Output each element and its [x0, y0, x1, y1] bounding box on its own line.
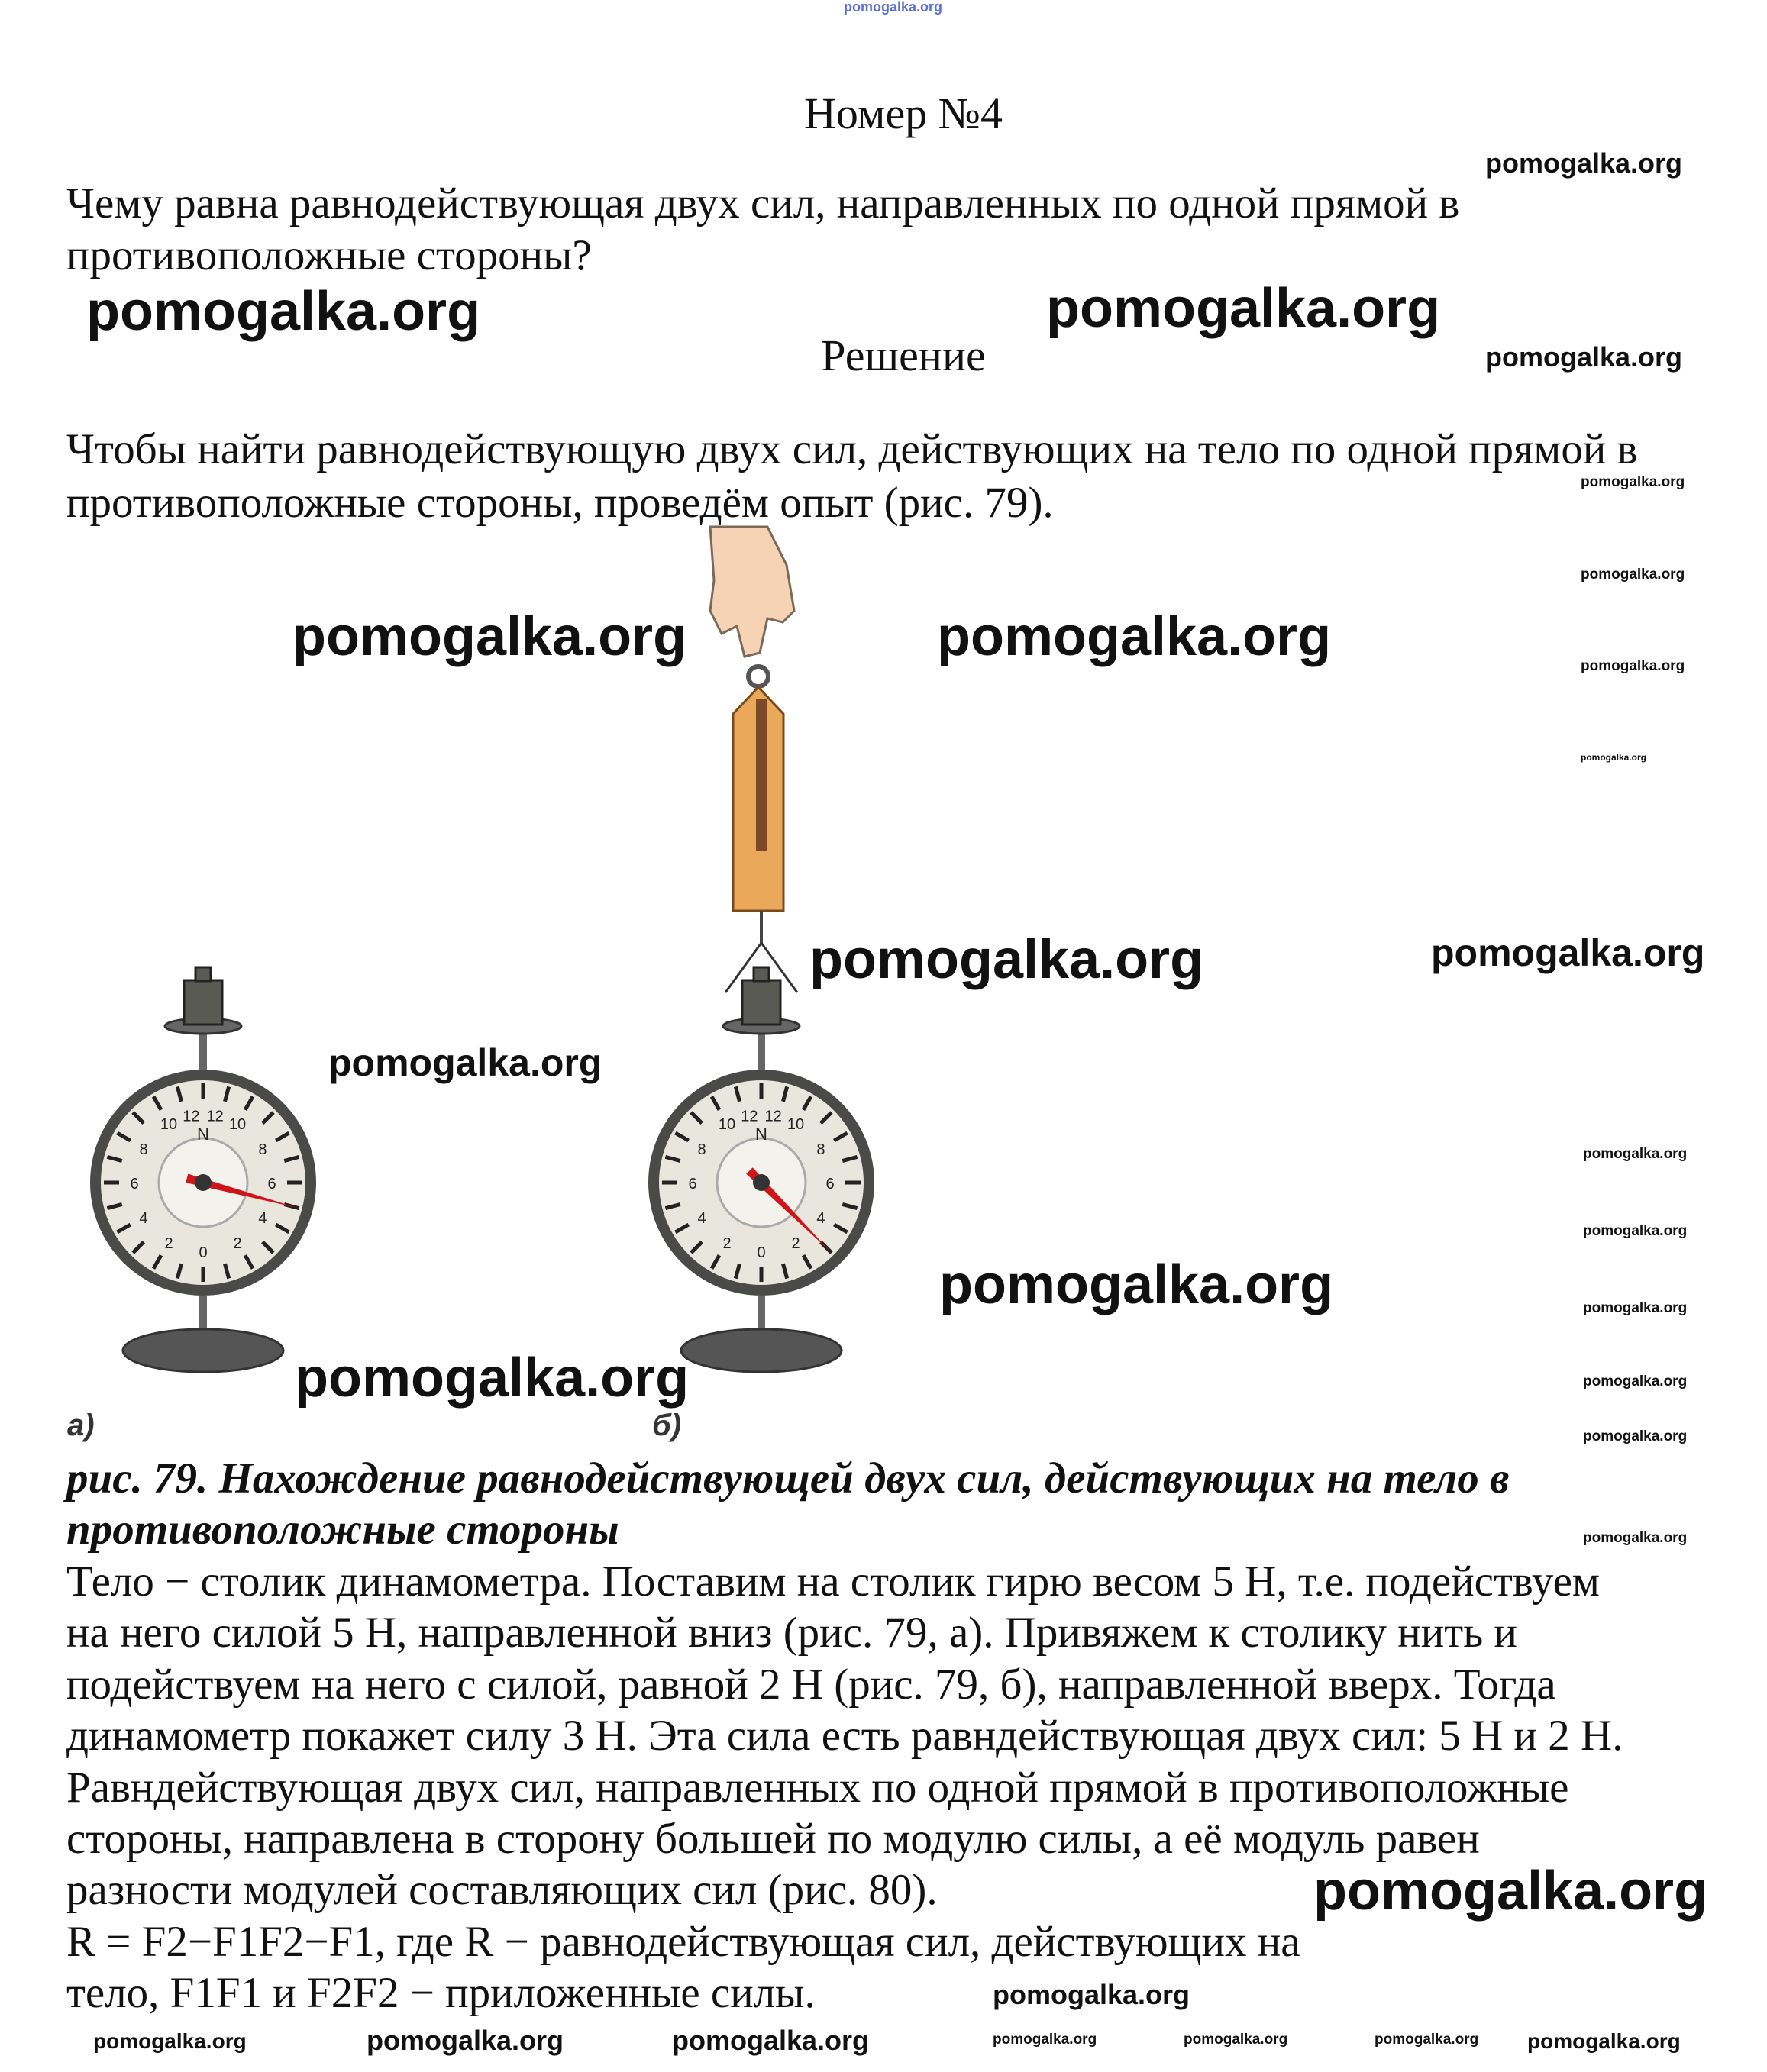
watermark: pomogalka.org: [993, 1979, 1190, 2010]
body-line: стороны, направлена в сторону большей по модулю силы, а её модуль равен: [66, 1815, 1480, 1863]
watermark: pomogalka.org: [1184, 2032, 1288, 2048]
watermark: pomogalka.org: [295, 1347, 690, 1409]
dial-number: 4: [258, 1210, 267, 1227]
dial-number: 12: [206, 1108, 224, 1125]
watermark: pomogalka.org: [1583, 1530, 1688, 1546]
watermark: pomogalka.org: [1581, 752, 1647, 763]
dial-number: 2: [791, 1234, 800, 1252]
dial-number: 0: [199, 1244, 208, 1261]
watermark: pomogalka.org: [292, 606, 687, 667]
watermark: pomogalka.org: [1583, 1428, 1688, 1444]
dial-number: 4: [816, 1210, 825, 1227]
dial-number: 2: [722, 1234, 732, 1252]
body-line: разности модулей составляющих сил (рис. 80).: [66, 1866, 938, 1914]
dial-number: 6: [130, 1176, 139, 1193]
page-title: Номер №4: [803, 89, 1003, 138]
dial-unit: N: [197, 1125, 209, 1144]
dial-unit: N: [755, 1125, 767, 1144]
figure-label-b: б): [652, 1409, 682, 1442]
dial-number: 10: [228, 1116, 247, 1134]
watermark: pomogalka.org: [1581, 474, 1685, 490]
solution-heading: Решение: [821, 331, 986, 380]
watermark: pomogalka.org: [86, 281, 481, 342]
intro-line: Чтобы найти равнодействующую двух сил, действующих на тело по одной прямой в: [66, 425, 1638, 473]
dial-number: 8: [697, 1141, 706, 1158]
watermark: pomogalka.org: [993, 2032, 1097, 2048]
dial-number: 10: [160, 1116, 178, 1134]
watermark: pomogalka.org: [93, 2029, 247, 2053]
weight-knob: [754, 967, 769, 981]
watermark: pomogalka.org: [1431, 931, 1705, 974]
dial-number: 0: [757, 1244, 766, 1261]
dial-number: 10: [718, 1116, 736, 1134]
watermark: pomogalka.org: [1581, 566, 1685, 583]
watermark: pomogalka.org: [1313, 1861, 1708, 1922]
figure-caption: противоположные стороны: [66, 1506, 619, 1554]
body-line: тело, F1F1 и F2F2 − приложенные силы.: [66, 1969, 816, 2017]
dial-number: 4: [697, 1210, 706, 1227]
dial-number: 10: [787, 1116, 805, 1134]
body-line: R = F2−F1F2−F1, где R − равнодействующая сил, действующих на: [66, 1918, 1300, 1966]
dial-number: 4: [139, 1210, 148, 1227]
watermark: pomogalka.org: [844, 0, 943, 15]
dial-number: 6: [267, 1176, 276, 1193]
watermark: pomogalka.org: [939, 1254, 1334, 1315]
watermark: pomogalka.org: [1527, 2029, 1681, 2053]
figure-label-a: а): [67, 1409, 95, 1442]
body-line: подействуем на него с силой, равной 2 Н (рис. 79, б), направленной вверх. Тогда: [66, 1661, 1556, 1709]
dial-number: 12: [764, 1108, 782, 1125]
watermark: pomogalka.org: [1581, 658, 1685, 674]
question-line: Чему равна равнодействующая двух сил, направленных по одной прямой в: [66, 179, 1460, 228]
watermark: pomogalka.org: [809, 929, 1204, 990]
watermark: pomogalka.org: [1485, 341, 1683, 373]
watermark: pomogalka.org: [1375, 2032, 1479, 2048]
watermark: pomogalka.org: [937, 606, 1332, 667]
watermark: pomogalka.org: [1485, 147, 1683, 179]
watermark: pomogalka.org: [672, 2025, 870, 2056]
body-line: на него силой 5 Н, направленной вниз (рис. 79, а). Привяжем к столику нить и: [66, 1609, 1517, 1657]
watermark: pomogalka.org: [367, 2025, 564, 2056]
body-line: Тело − столик динамометра. Поставим на столик гирю весом 5 Н, т.е. подействуем: [66, 1557, 1600, 1606]
watermark: pomogalka.org: [1583, 1223, 1688, 1239]
dial-number: 2: [233, 1234, 242, 1252]
watermark: pomogalka.org: [1583, 1300, 1688, 1316]
question-line: противоположные стороны?: [66, 231, 592, 279]
dial-number: 12: [741, 1108, 758, 1125]
dial-number: 8: [816, 1141, 825, 1158]
watermark: pomogalka.org: [1583, 1373, 1688, 1389]
dial-number: 6: [688, 1176, 697, 1193]
dial-number: 8: [139, 1141, 148, 1158]
body-line: динамометр покажет силу 3 Н. Эта сила есть равндействующая двух сил: 5 Н и 2 Н.: [66, 1712, 1623, 1760]
dial-number: 2: [164, 1234, 173, 1252]
figure-caption: рис. 79. Нахождение равнодействующей двух сил, действующих на тело в: [66, 1454, 1510, 1502]
body-line: Равндействующая двух сил, направленных по одной прямой в противоположные: [66, 1764, 1569, 1812]
weight: [742, 980, 780, 1025]
dial-number: 6: [825, 1176, 835, 1193]
dial-number: 12: [183, 1108, 200, 1125]
watermark: pomogalka.org: [1583, 1146, 1688, 1162]
intro-line: противоположные стороны, проведём опыт (рис. 79).: [66, 479, 1054, 527]
dial-number: 8: [258, 1141, 267, 1158]
dial-pivot: [753, 1174, 770, 1191]
watermark: pomogalka.org: [1046, 278, 1441, 339]
stand-base: [681, 1329, 842, 1372]
watermark: pomogalka.org: [328, 1041, 602, 1084]
